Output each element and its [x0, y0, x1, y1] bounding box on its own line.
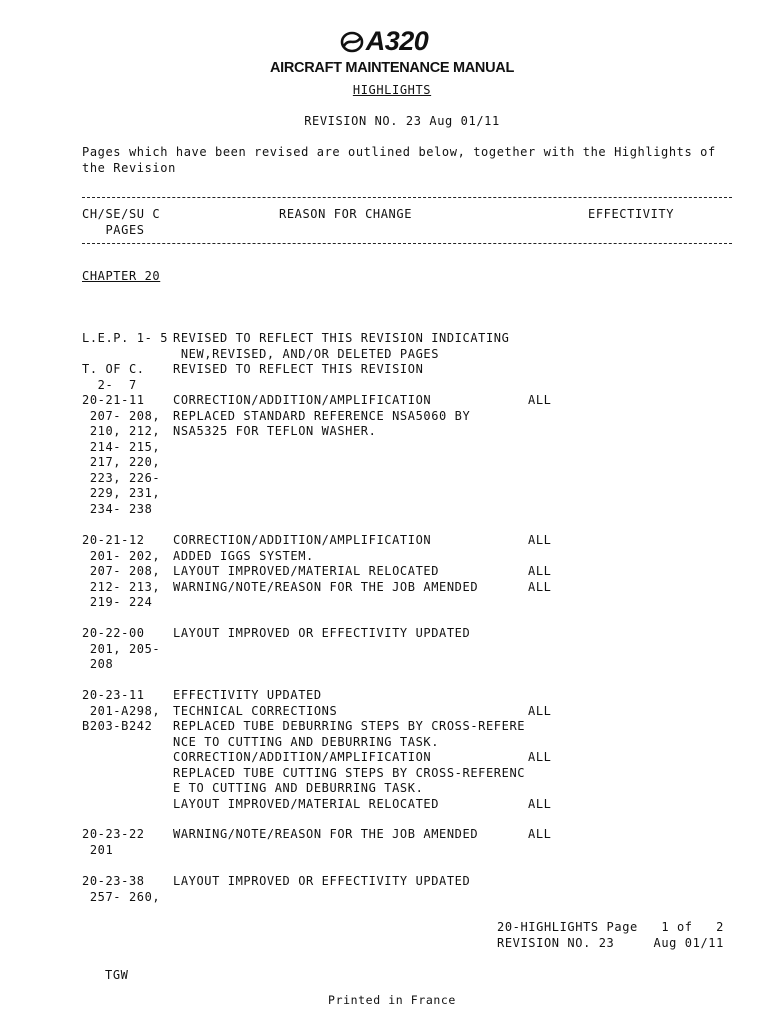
- column-header-chapter: CH/SE/SU C PAGES: [82, 207, 161, 237]
- highlights-title: HIGHLIGHTS: [352, 83, 432, 97]
- entry-reason: REVISED TO REFLECT THIS REVISION INDICATING NEW,REVISED, AND/OR DELETED PAGES: [173, 331, 510, 361]
- entry-reference: 20-22-00 201, 205- 208: [82, 626, 161, 671]
- entry-effectivity: ALL: [528, 827, 552, 841]
- entry-reference: T. OF C. 2- 7: [82, 362, 145, 392]
- footer-printed-in: Printed in France: [328, 993, 456, 1007]
- footer-revision: REVISION NO. 23 Aug 01/11: [497, 936, 724, 950]
- airbus-swirl-icon: [340, 31, 364, 53]
- entry-effectivity: ALL: [528, 393, 552, 407]
- intro-text: Pages which have been revised are outlined below, together with the Highlights of the Revision: [82, 145, 716, 175]
- entry-reference: L.E.P. 1- 5: [82, 331, 169, 345]
- entry-reason: LAYOUT IMPROVED OR EFFECTIVITY UPDATED: [173, 626, 471, 640]
- header-bottom-rule: [82, 243, 732, 244]
- a320-logo: [0, 26, 768, 57]
- entry-effectivity: ALL ALL ALL: [528, 533, 552, 594]
- manual-title: AIRCRAFT MAINTENANCE MANUAL: [269, 60, 514, 76]
- revision-line: REVISION NO. 23 Aug 01/11: [304, 114, 500, 128]
- entry-reason: WARNING/NOTE/REASON FOR THE JOB AMENDED: [173, 827, 479, 841]
- entry-reference: 20-21-11 207- 208, 210, 212, 214- 215, 217, 220, 223, 226- 229, 231, 234- 238: [82, 393, 161, 516]
- entry-reference: 20-21-12 201- 202, 207- 208, 212- 213, 219- 224: [82, 533, 161, 609]
- column-header-effectivity: EFFECTIVITY: [588, 207, 675, 221]
- entry-reason: CORRECTION/ADDITION/AMPLIFICATION ADDED IGGS SYSTEM. LAYOUT IMPROVED/MATERIAL RELOCATED WARNING/NOTE/REASON FOR THE JOB AMENDED: [173, 533, 479, 594]
- entry-reason: CORRECTION/ADDITION/AMPLIFICATION REPLACED STANDARD REFERENCE NSA5060 BY NSA5325 FOR TEFLON WASHER.: [173, 393, 471, 438]
- entry-reason: LAYOUT IMPROVED OR EFFECTIVITY UPDATED: [173, 874, 471, 888]
- footer-customer-code: TGW: [105, 968, 129, 982]
- logo-text: A320: [365, 26, 429, 56]
- entry-reason: REVISED TO REFLECT THIS REVISION: [173, 362, 424, 376]
- entry-reference: 20-23-11 201-A298, B203-B242: [82, 688, 161, 733]
- header-top-rule: [82, 197, 732, 198]
- entry-reference: 20-23-38 257- 260,: [82, 874, 161, 904]
- entry-reference: 20-23-22 201: [82, 827, 145, 857]
- footer-page-number: 20-HIGHLIGHTS Page 1 of 2: [497, 920, 724, 934]
- chapter-heading: CHAPTER 20: [82, 269, 161, 283]
- entry-reason: EFFECTIVITY UPDATED TECHNICAL CORRECTIONS REPLACED TUBE DEBURRING STEPS BY CROSS-REFERE NCE TO CUTTING AND DEBURRING TASK. CORRECTION/ADDITION/AMPLIFICATION REPLACED TUBE CUTTING STEPS BY CROSS-REFERENC E TO CUTTING AND DEBURRING TASK. LAYOUT IMPROVED/MATERIAL RELOCATED: [173, 688, 526, 811]
- column-header-reason: REASON FOR CHANGE: [279, 207, 413, 221]
- entry-effectivity: ALL ALL ALL: [528, 703, 552, 811]
